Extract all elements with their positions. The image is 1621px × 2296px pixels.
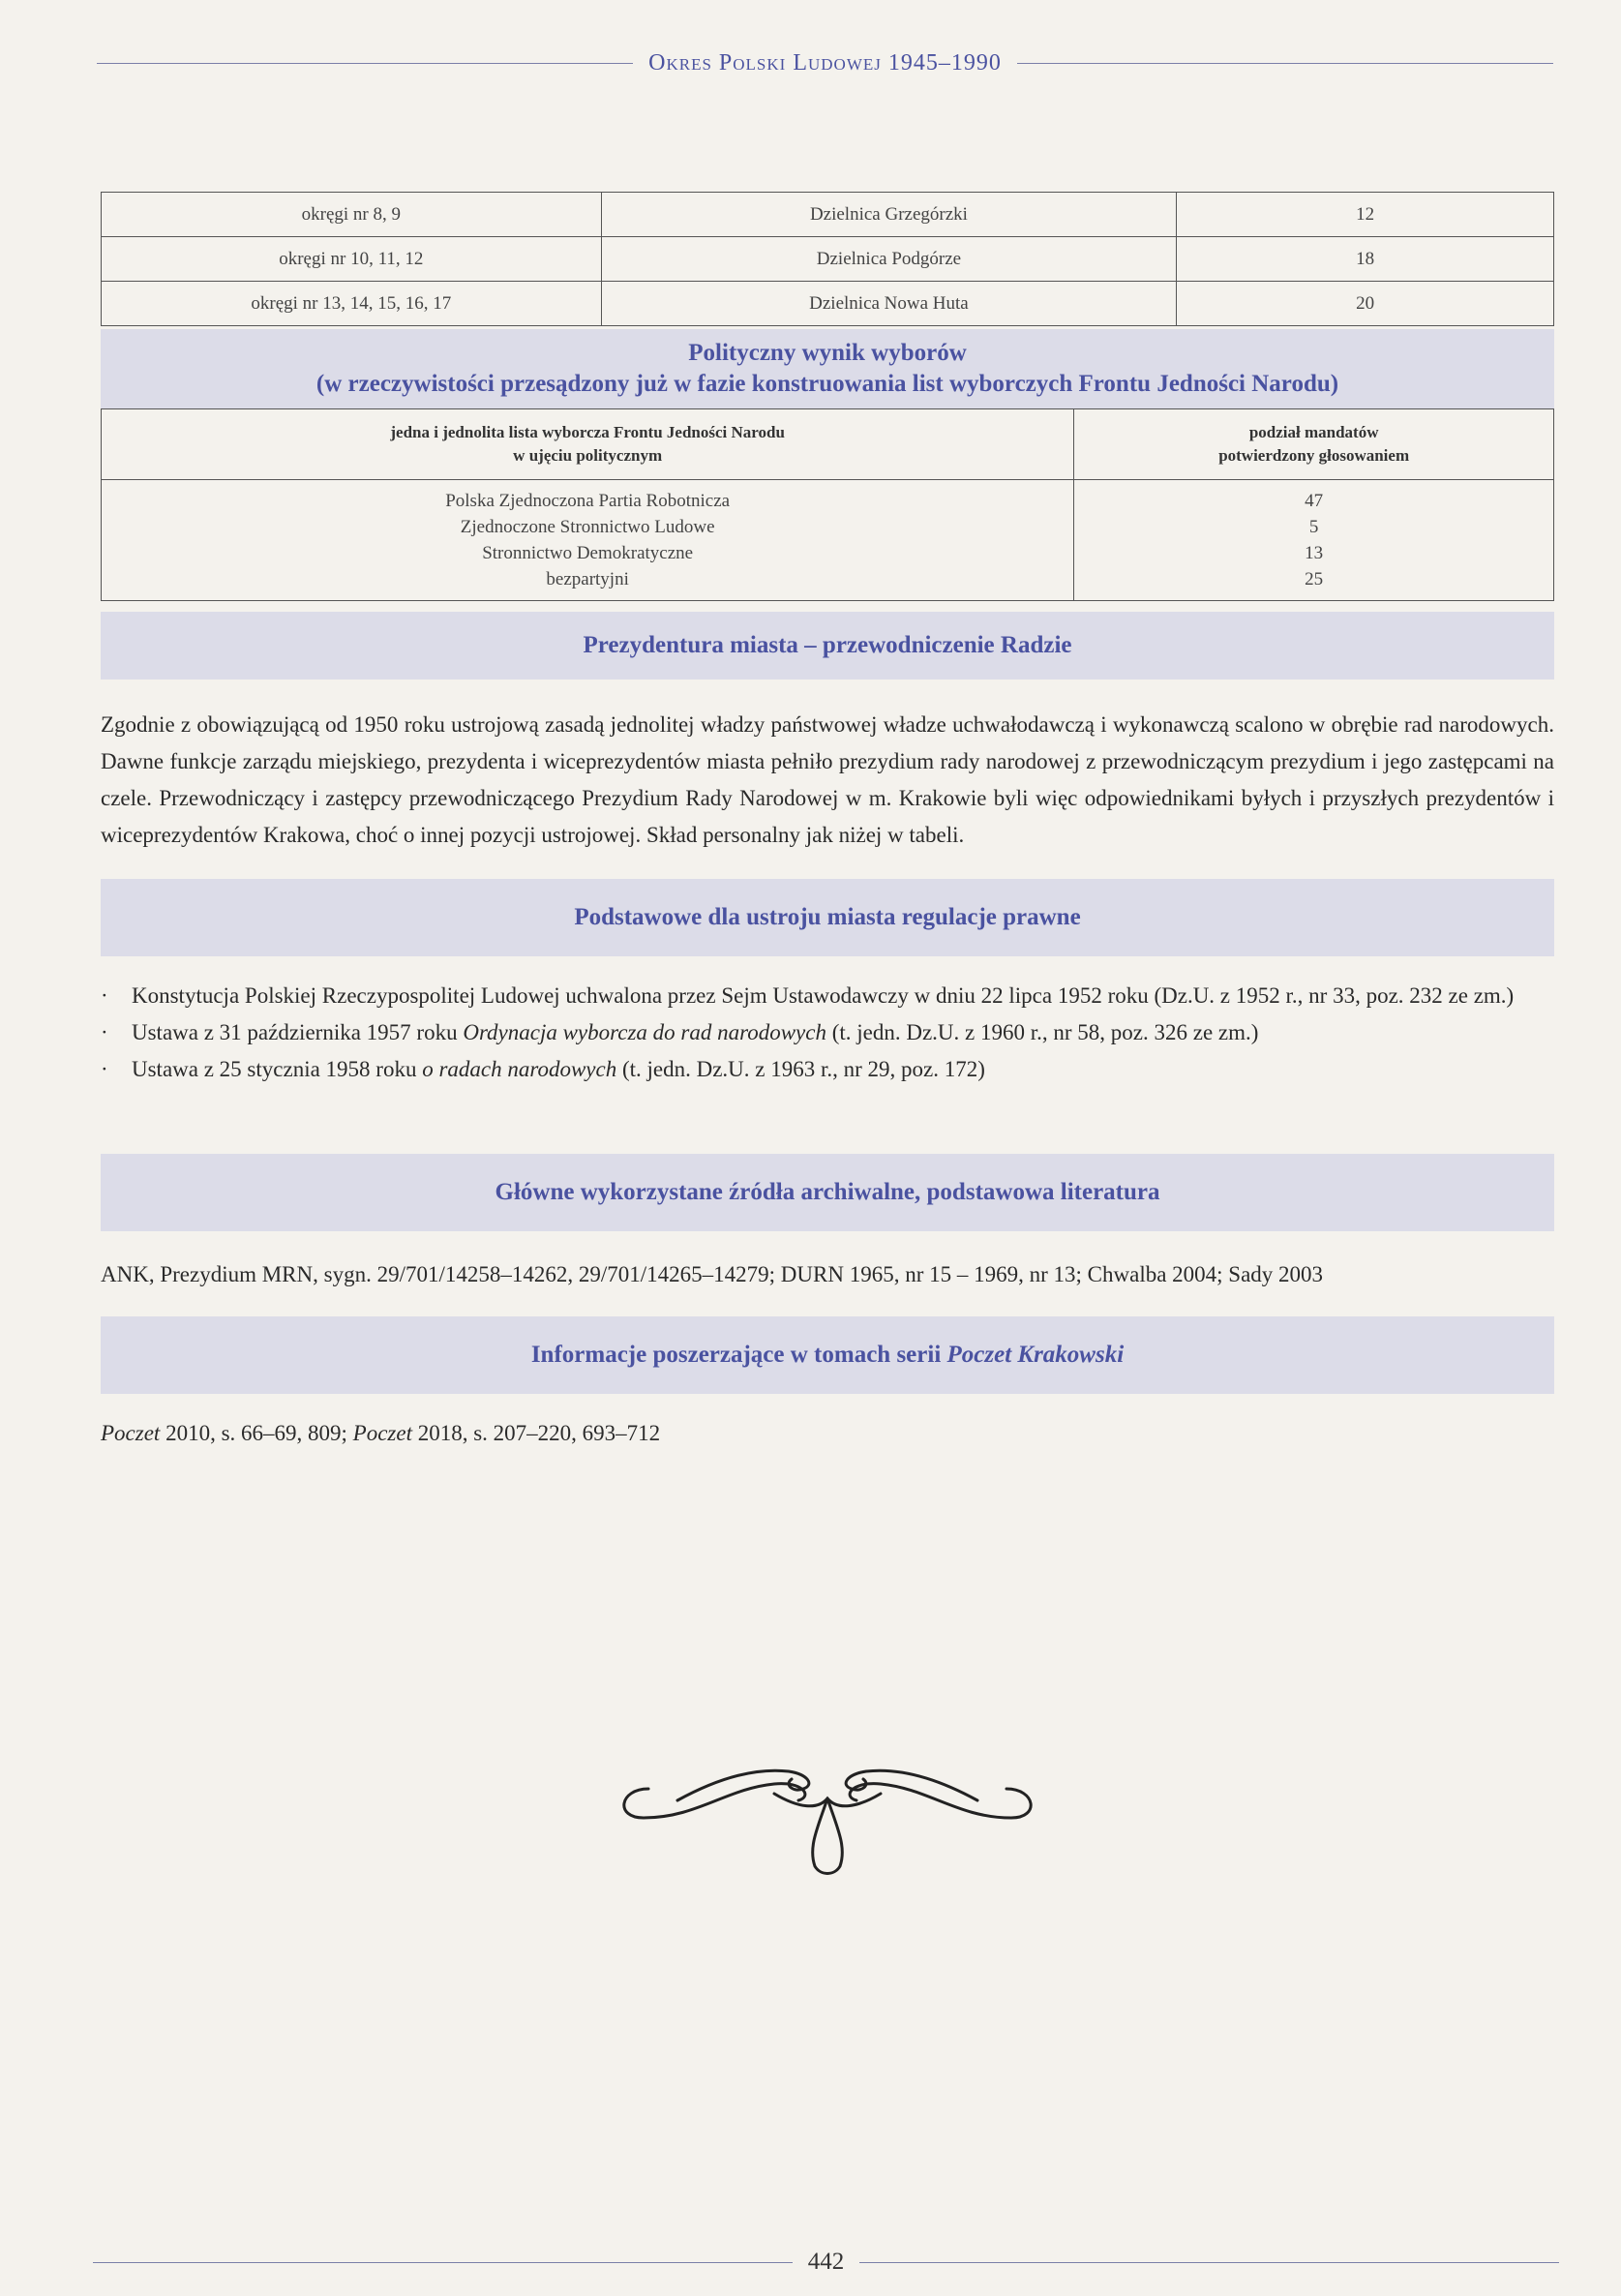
- table-header-row: [102, 409, 1554, 480]
- paragraph-presidency: Zgodnie z obowiązującą od 1950 roku ustrojową zasadą jednolitej władzy państwowej władze uchwałodawczą i wykonawczą scalono w obrębie rad narodowych. Dawne funkcje zarządu miejskiego, prezydenta i wiceprezydentów miasta pełniło prezydium rady narodowej z przewodniczącym prezydium i jego zastępcami na czele. Przewodniczący i zastępcy przewodniczącego Prezydium Rady Narodowej w m. Krakowie byli więc odpowiednikami byłych i przyszłych prezydentów i wiceprezydentów Krakowa, choć o innej pozycji ustrojowej. Skład personalny jak niżej w tabeli.: [101, 712, 1554, 847]
- district-cell: Dzielnica Nowa Huta: [601, 282, 1177, 326]
- bullet-icon: ·: [101, 983, 108, 1008]
- regulations-list: [101, 978, 1554, 1088]
- party-name: Polska Zjednoczona Partia Robotnicza: [445, 491, 731, 511]
- district-cell: okręgi nr 10, 11, 12: [102, 237, 602, 282]
- seat-count: 25: [1305, 569, 1324, 589]
- district-cell: 12: [1177, 193, 1554, 237]
- section-heading-political-result: [101, 329, 1554, 408]
- section-heading-presidency: Prezydentura miasta – przewodniczenie Radzie: [101, 612, 1554, 680]
- page-number: 442: [807, 2249, 845, 2275]
- seat-count: 5: [1308, 517, 1319, 537]
- page-footer: [93, 2246, 1559, 2279]
- section-heading-sources: Główne wykorzystane źródła archiwalne, podstawowa literatura: [101, 1154, 1554, 1231]
- table-row: [102, 480, 1554, 601]
- header-rule-left: [97, 63, 633, 64]
- bullet-icon: ·: [101, 1057, 108, 1081]
- section-heading-line: (w rzeczywistości przesądzony już w fazie konstruowania list wyborczych Frontu Jedności Narodu): [315, 371, 1339, 397]
- list-item: · Ustawa z 31 października 1957 roku Ordynacja wyborcza do rad narodowych (t. jedn. Dz.U. z 1960 r., nr 58, poz. 326 ze zm.): [101, 1014, 1554, 1051]
- table-row: [102, 237, 1554, 282]
- party-name: Zjednoczone Stronnictwo Ludowe: [460, 517, 715, 537]
- flourish-ornament-icon: [610, 1750, 1045, 1876]
- seat-count: 47: [1305, 491, 1324, 511]
- seats-list-cell: [1074, 480, 1554, 601]
- district-cell: 20: [1177, 282, 1554, 326]
- section-heading-line: Polityczny wynik wyborów: [688, 340, 967, 366]
- section-heading-regulations: Podstawowe dla ustroju miasta regulacje prawne: [101, 879, 1554, 956]
- section-heading-poczet: Informacje poszerzające w tomach serii Poczet Krakowski: [101, 1316, 1554, 1394]
- header-rule-right: [1017, 63, 1553, 64]
- seat-count: 13: [1305, 543, 1324, 563]
- results-table: [101, 408, 1554, 601]
- party-name: bezpartyjni: [546, 569, 629, 589]
- footer-rule-left: [93, 2262, 793, 2263]
- district-cell: Dzielnica Podgórze: [601, 237, 1177, 282]
- bullet-icon: ·: [101, 1020, 108, 1044]
- running-header: [97, 48, 1553, 77]
- list-item: · Konstytucja Polskiej Rzeczypospolitej Ludowej uchwalona przez Sejm Ustawodawczy w dniu 22 lipca 1952 roku (Dz.U. z 1952 r., nr 33, poz. 232 ze zm.): [101, 978, 1554, 1014]
- header-cell-seats: podział mandatów potwierdzony głosowaniem: [1074, 409, 1554, 480]
- table-row: [102, 282, 1554, 326]
- party-list-cell: [102, 480, 1074, 601]
- district-cell: 18: [1177, 237, 1554, 282]
- header-cell-list: jedna i jednolita lista wyborcza Frontu Jedności Narodu w ujęciu politycznym: [102, 409, 1074, 480]
- table-row: [102, 193, 1554, 237]
- poczet-references: Poczet 2010, s. 66–69, 809; Poczet 2018, s. 207–220, 693–712: [101, 1421, 661, 1445]
- district-cell: Dzielnica Grzegórzki: [601, 193, 1177, 237]
- district-cell: okręgi nr 8, 9: [102, 193, 602, 237]
- footer-rule-right: [859, 2262, 1559, 2263]
- running-header-title: Okres Polski Ludowej 1945–1990: [648, 49, 1002, 76]
- party-name: Stronnictwo Demokratyczne: [482, 543, 694, 563]
- list-item: · Ustawa z 25 stycznia 1958 roku o radach narodowych (t. jedn. Dz.U. z 1963 r., nr 29, poz. 172): [101, 1051, 1554, 1088]
- sources-text: ANK, Prezydium MRN, sygn. 29/701/14258–14262, 29/701/14265–14279; DURN 1965, nr 15 – 1969, nr 13; Chwalba 2004; Sady 2003: [101, 1262, 1324, 1286]
- district-cell: okręgi nr 13, 14, 15, 16, 17: [102, 282, 602, 326]
- districts-table: [101, 192, 1554, 326]
